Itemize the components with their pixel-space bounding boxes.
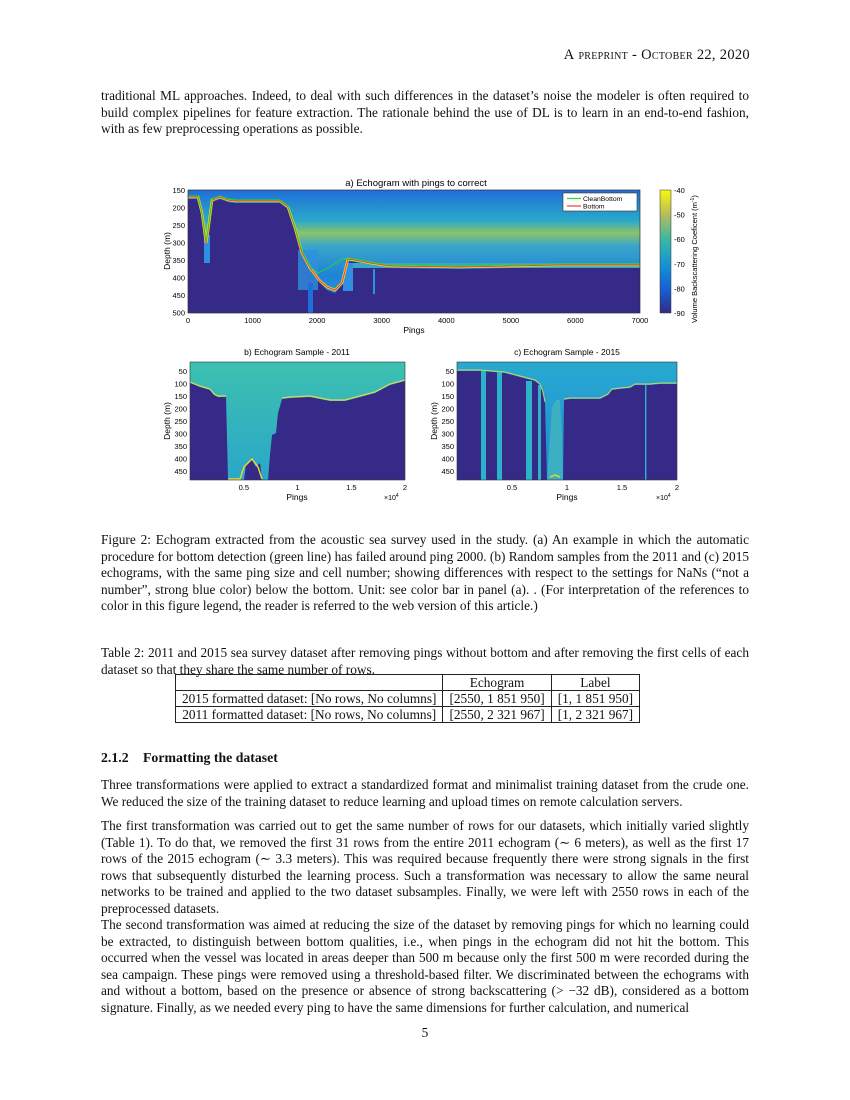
table-cell: [2550, 2 321 967] bbox=[443, 707, 551, 723]
svg-text:1000: 1000 bbox=[244, 316, 261, 325]
legend-cleanbottom: CleanBottom bbox=[583, 196, 623, 203]
header-prefix-cap: A bbox=[563, 47, 575, 63]
panel-a-ylabel: Depth (m) bbox=[162, 232, 172, 270]
table-cell: [1, 1 851 950] bbox=[551, 691, 639, 707]
panel-b-multiplier: $\times 10^4$ bbox=[384, 493, 399, 502]
header-date-cap: O bbox=[641, 47, 652, 63]
panel-a-legend bbox=[563, 193, 637, 211]
svg-text:450: 450 bbox=[172, 291, 185, 300]
svg-text:50: 50 bbox=[445, 367, 454, 376]
panel-b-xlabel: Pings bbox=[286, 492, 308, 502]
table-row bbox=[176, 707, 640, 723]
panel-a-colorbar bbox=[660, 186, 699, 323]
panel-c-title: c) Echogram Sample - 2015 bbox=[514, 347, 620, 357]
svg-text:5000: 5000 bbox=[502, 316, 520, 325]
svg-text:1: 1 bbox=[564, 483, 570, 492]
panel-a-xlabel: Pings bbox=[403, 325, 425, 335]
panel-b-title: b) Echogram Sample - 2011 bbox=[244, 347, 350, 357]
svg-text:300: 300 bbox=[174, 429, 187, 439]
section-title: Formatting the dataset bbox=[143, 750, 278, 765]
svg-text:2: 2 bbox=[674, 483, 680, 492]
body-paragraph: The second transformation was aimed at reducing the size of the dataset by removing pings for which no learning could be extracted, to distinguish between bottom qualities, i.e., when pings in the echogram did not hit the bottom. This occurred when the vessel was located in areas deeper than 500 m because only the first 500 m were recorded during the sea campaign. These pings were removed using a threshold-based filter. We discriminated between the echograms with and without a bottom, based on the presence or absence of strong backscattering (> −32 dB), considered as a bottom signature. Finally, as we needed every ping to have the same dimensions for further calculation, and numerical bbox=[101, 917, 749, 1015]
panel-c-echogram bbox=[429, 347, 679, 502]
panel-c-ylabel: Depth (m) bbox=[429, 402, 439, 440]
svg-text:250: 250 bbox=[174, 417, 187, 426]
svg-text:6000: 6000 bbox=[567, 316, 584, 325]
svg-text:200: 200 bbox=[441, 404, 454, 414]
figure-caption: Figure 2: Echogram extracted from the acoustic sea survey used in the study. (a) An example in which the automatic procedure for bottom detection (green line) has failed around ping 2000. (b) Random samples from the 2011 and (c) 2015 echograms, with the same ping size and cell number; showing differences with respect to the settings for NaNs (“not a number”, strong blue color) below the bottom. Unit: see color bar in panel (a). . (For interpretation of the references to color in this figure legend, the reader is referred to the web version of this article.) bbox=[101, 532, 749, 614]
svg-text:0.5: 0.5 bbox=[238, 483, 250, 492]
svg-text:-70: -70 bbox=[674, 259, 685, 269]
svg-text:0: 0 bbox=[185, 316, 191, 325]
table-header-row bbox=[176, 675, 640, 691]
svg-text:350: 350 bbox=[172, 256, 185, 265]
svg-text:350: 350 bbox=[441, 442, 454, 451]
svg-text:450: 450 bbox=[441, 467, 454, 476]
svg-text:150: 150 bbox=[441, 392, 454, 401]
panel-a-xticks bbox=[186, 316, 648, 325]
dataset-table bbox=[175, 674, 640, 723]
legend-bottom: Bottom bbox=[583, 203, 605, 211]
svg-text:200: 200 bbox=[172, 203, 185, 213]
panel-b-echogram bbox=[162, 347, 407, 502]
panel-c-xlabel: Pings bbox=[556, 492, 578, 502]
svg-text:2000: 2000 bbox=[308, 316, 326, 325]
svg-text:-50: -50 bbox=[674, 210, 685, 220]
table-header-echogram: Echogram bbox=[443, 675, 551, 691]
svg-text:500: 500 bbox=[172, 308, 185, 318]
body-paragraph: The first transformation was carried out to get the same number of rows for our datasets, which initially varied slightly (Table 1). To do that, we removed the first 31 rows from the entire 2011 echogram (∼ 6 meters), as well as the first 17 rows of the 2015 echogram (∼ 3.3 meters). This was required because frequently there were strong signals in the first rows that subsequently disturbed the learning process. Such a transformation was necessary to allow the same neural networks to be trained and applied to the two dataset subsamples. Finally, we were left with 2550 rows in each of the preprocessed datasets. bbox=[101, 818, 749, 916]
svg-text:3000: 3000 bbox=[373, 316, 391, 325]
section-number: 2.1.2 bbox=[101, 750, 129, 765]
svg-text:1: 1 bbox=[295, 483, 300, 492]
svg-text:50: 50 bbox=[178, 367, 187, 376]
svg-text:400: 400 bbox=[172, 273, 185, 283]
colorbar-label: Volume Backscattering Coeficent $(m^{-1})$ bbox=[690, 195, 699, 323]
section-heading bbox=[101, 750, 278, 766]
table-header-blank bbox=[176, 675, 443, 691]
table-row bbox=[176, 691, 640, 707]
table-header-label: Label bbox=[551, 675, 639, 691]
svg-text:400: 400 bbox=[174, 454, 187, 464]
svg-text:1.5: 1.5 bbox=[346, 483, 357, 492]
header-prefix: preprint - bbox=[574, 47, 642, 63]
svg-text:100: 100 bbox=[441, 379, 454, 389]
svg-text:4000: 4000 bbox=[437, 316, 455, 325]
figure-2 bbox=[160, 175, 700, 505]
svg-text:150: 150 bbox=[172, 186, 185, 195]
table-caption: Table 2: 2011 and 2015 sea survey dataset after removing pings without bottom and after removing the first cells of each dataset so that they share the same number of rows. bbox=[101, 645, 749, 677]
svg-text:-90: -90 bbox=[674, 309, 685, 318]
intro-paragraph: traditional ML approaches. Indeed, to deal with such differences in the dataset’s noise the modeler is often required to build complex pipelines for feature extraction. The rationale behind the use of DL is to learn in an end-to-end fashion, with as few preprocessing operations as possible. bbox=[101, 88, 749, 137]
svg-text:400: 400 bbox=[441, 454, 454, 464]
svg-text:450: 450 bbox=[174, 467, 187, 476]
table-cell: [2550, 1 851 950] bbox=[443, 691, 551, 707]
panel-c-yticks bbox=[441, 367, 454, 476]
svg-text:-60: -60 bbox=[674, 235, 685, 245]
header-date: ctober 22, 2020 bbox=[651, 47, 750, 63]
svg-text:2: 2 bbox=[402, 483, 408, 492]
running-header bbox=[564, 47, 750, 64]
svg-text:-40: -40 bbox=[674, 186, 685, 195]
svg-text:350: 350 bbox=[174, 442, 187, 451]
table-cell: [1, 2 321 967] bbox=[551, 707, 639, 723]
page-number: 5 bbox=[421, 1025, 429, 1040]
panel-b-xticks bbox=[239, 483, 408, 492]
panel-a-title: a) Echogram with pings to correct bbox=[345, 178, 487, 189]
svg-text:100: 100 bbox=[174, 379, 187, 389]
svg-text:0.5: 0.5 bbox=[506, 483, 518, 492]
svg-text:200: 200 bbox=[174, 404, 187, 414]
svg-text:-80: -80 bbox=[674, 284, 685, 294]
panel-a-echogram bbox=[162, 178, 699, 335]
svg-text:250: 250 bbox=[172, 221, 185, 230]
svg-text:1.5: 1.5 bbox=[616, 483, 628, 492]
table-cell: 2015 formatted dataset: [No rows, No columns] bbox=[176, 691, 443, 707]
panel-b-yticks bbox=[174, 367, 187, 476]
svg-text:150: 150 bbox=[174, 392, 187, 401]
svg-text:300: 300 bbox=[441, 429, 454, 439]
svg-text:300: 300 bbox=[172, 238, 185, 248]
panel-c-multiplier: $\times 10^4$ bbox=[656, 493, 671, 502]
panel-c-xticks bbox=[507, 483, 679, 492]
table-cell: 2011 formatted dataset: [No rows, No columns] bbox=[176, 707, 443, 723]
panel-a-yticks bbox=[172, 186, 185, 318]
panel-b-ylabel: Depth (m) bbox=[162, 402, 172, 440]
svg-text:250: 250 bbox=[441, 417, 454, 426]
svg-text:7000: 7000 bbox=[631, 316, 649, 325]
body-paragraph: Three transformations were applied to extract a standardized format and minimalist training dataset from the crude one. We reduced the size of the training dataset to reduce learning and upload times on remote calculation servers. bbox=[101, 777, 749, 809]
